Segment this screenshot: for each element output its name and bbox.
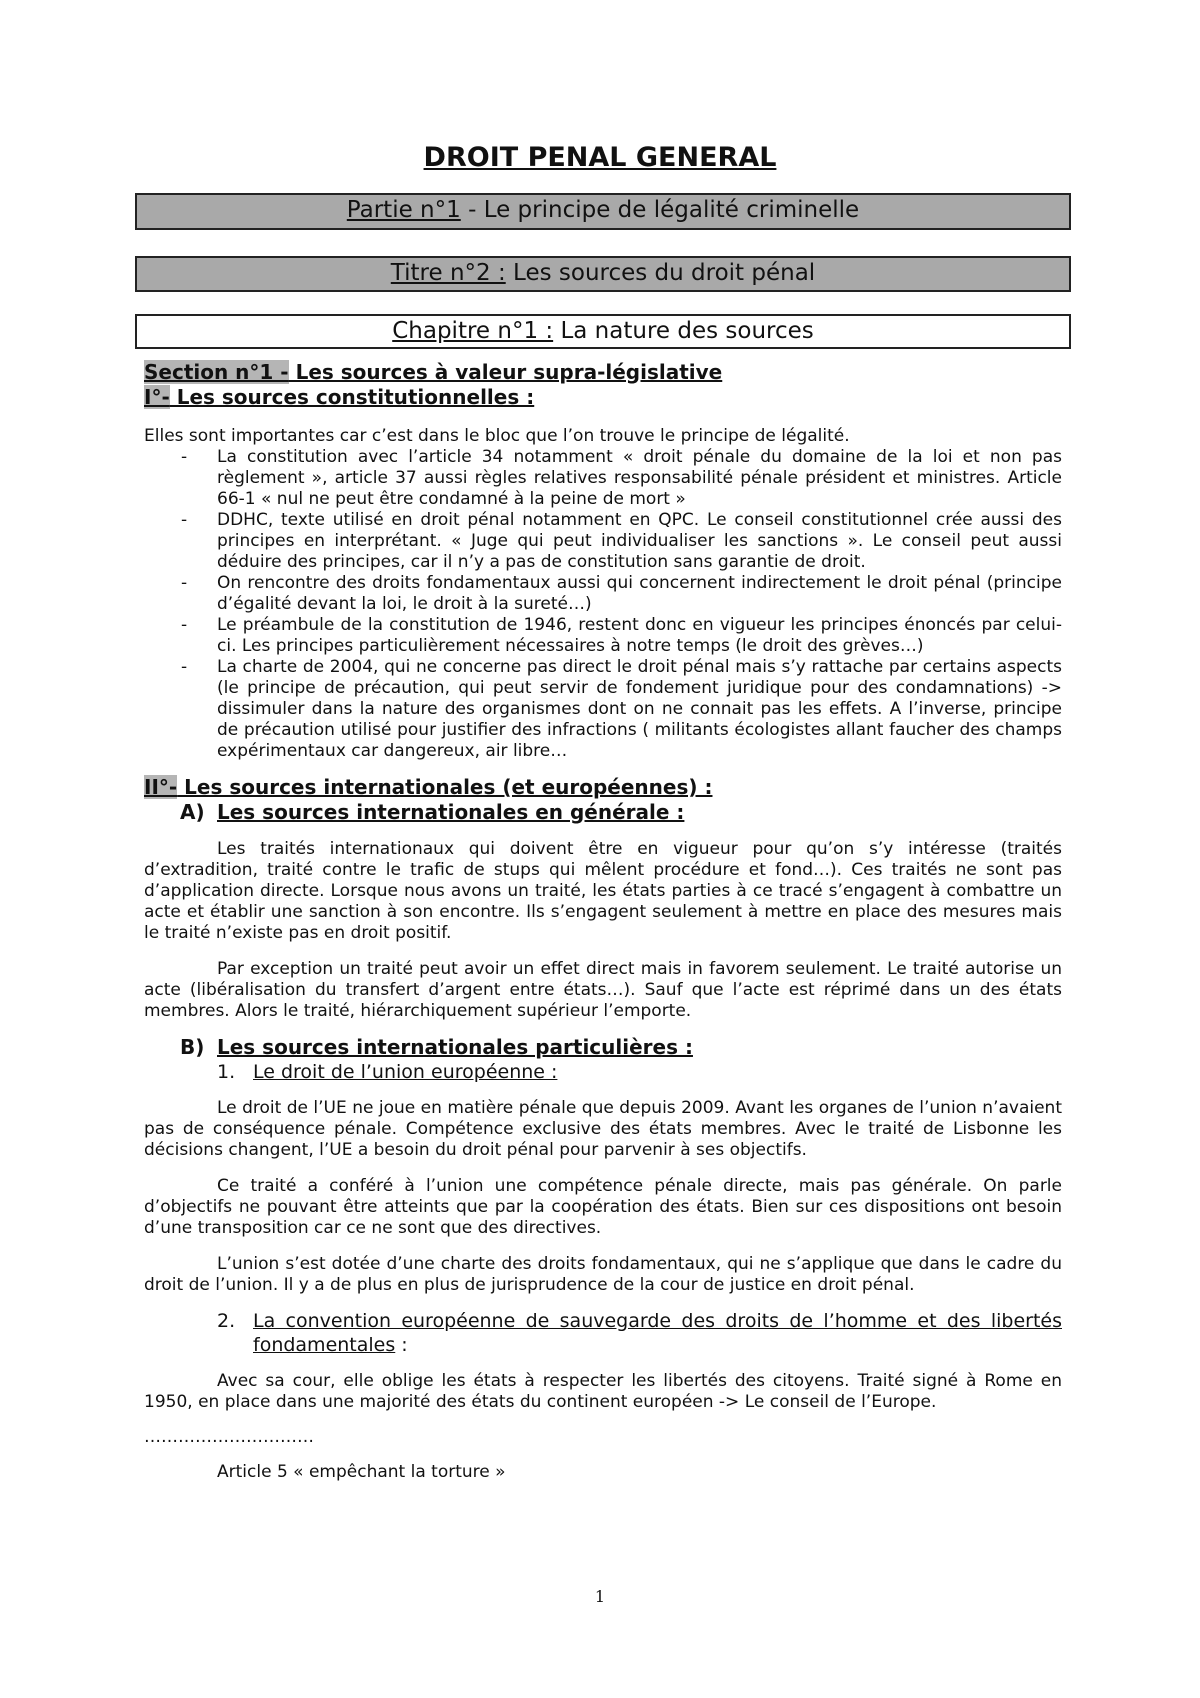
part1-text: Les sources constitutionnelles :	[169, 385, 535, 409]
paragraph: Par exception un traité peut avoir un effet direct mais in favorem seulement. Le traité autorise un acte (libéralisation du transfert d’argent entre états…). Sauf que l’acte est réprimé dans un des états membres. Alors le traité, hiérarchiquement supérieur l’emporte.	[144, 959, 1062, 1021]
partie-heading	[135, 193, 1071, 230]
part2-heading	[144, 775, 1062, 800]
subsection-a-heading	[144, 800, 1062, 825]
list-item: - La constitution avec l’article 34 notamment « droit pénale du domaine de la loi et non pas règlement », article 37 aussi règles relatives responsabilité pénale président et ministres. Article 66-1 « nul ne peut être condamné à la peine de mort »	[217, 447, 1062, 510]
sub1-marker: 1.	[217, 1061, 236, 1083]
titre-label: Titre n°2 :	[390, 260, 506, 286]
sub2-title: La convention européenne de sauvegarde des droits de l’homme et des libertés fondamentales	[253, 1310, 1062, 1356]
section-heading	[144, 360, 1062, 385]
article-line: Article 5 « empêchant la torture »	[217, 1462, 506, 1482]
sub2-heading	[144, 1309, 1062, 1357]
subsection-a-title: Les sources internationales en générale :	[217, 800, 685, 824]
page-number: 1	[594, 1587, 606, 1606]
partie-text: Le principe de légalité criminelle	[483, 197, 860, 223]
subsection-b-title: Les sources internationales particulières :	[217, 1035, 693, 1059]
sub1-title: Le droit de l’union européenne :	[253, 1061, 558, 1083]
paragraph: Avec sa cour, elle oblige les états à respecter les libertés des citoyens. Traité signé à Rome en 1950, en place dans une majorité des états du continent européen -> Le conseil de l’Europe.	[144, 1371, 1062, 1412]
sub1-heading	[144, 1060, 1062, 1084]
part1-intro: Elles sont importantes car c’est dans le bloc que l’on trouve le principe de légalité.	[144, 426, 850, 446]
paragraph: Le droit de l’UE ne joue en matière pénale que depuis 2009. Avant les organes de l’union n’avaient pas de conséquence pénale. Compétence exclusive des états membres. Avec le traité de Lisbonne les décisions changent, l’UE a besoin du droit pénal pour parvenir à ses objectifs.	[144, 1098, 1062, 1160]
chapitre-label: Chapitre n°1 :	[392, 318, 554, 344]
paragraph: Les traités internationaux qui doivent être en vigueur pour qu’on s’y intéresse (traités d’extradition, traité contre le trafic de stups qui mêlent procédure et fond…). Ces traités ne sont pas d’application directe. Lorsque nous avons un traité, les états parties à ce tracé s’engagent à combattre un acte et établir une sanction à son encontre. Ils s’engagent seulement à mettre en place des mesures mais le traité n’existe pas en droit positif.	[144, 839, 1062, 943]
sub2-marker: 2.	[217, 1310, 236, 1332]
paragraph: Ce traité a conféré à l’union une compétence pénale directe, mais pas générale. On parle d’objectifs ne pouvant être atteints que par la coopération des états. Bien sur ces dispositions ont besoin d’une transposition car ce ne sont que des directives.	[144, 1176, 1062, 1238]
subsection-b-heading	[144, 1035, 1062, 1060]
list-item: - DDHC, texte utilisé en droit pénal notamment en QPC. Le conseil constitutionnel crée aussi des principes en interprétant. « Juge qui peut individualiser les sanctions ». Le conseil peut aussi déduire des principes, car il n’y a pas de constitution sans garantie de droit.	[217, 510, 1062, 573]
list-item: - On rencontre des droits fondamentaux aussi qui concernent indirectement le droit pénal (principe d’égalité devant la loi, le droit à la sureté…)	[217, 573, 1062, 615]
partie-sep: -	[460, 197, 484, 223]
chapitre-text: La nature des sources	[553, 318, 814, 344]
part1-label: I°-	[144, 385, 170, 409]
document-body	[144, 360, 1062, 1483]
part1-heading	[144, 385, 1062, 410]
paragraph: L’union s’est dotée d’une charte des droits fondamentaux, qui ne s’applique que dans le cadre du droit de l’union. Il y a de plus en plus de jurisprudence de la cour de justice en droit pénal.	[144, 1254, 1062, 1295]
subsection-b-marker: B)	[180, 1035, 205, 1059]
list-item: - Le préambule de la constitution de 1946, restent donc en vigueur les principes énoncés par celui- ci. Les principes particulièrement nécessaires à notre temps (le droit des grèves…)	[217, 615, 1062, 657]
list-item: - La charte de 2004, qui ne concerne pas direct le droit pénal mais s’y rattache par certains aspects (le principe de précaution, qui peut servir de fondement juridique pour des condamnations) -> dissimuler dans la nature des organismes dont on ne connait pas les effets. A l’inverse, principe de précaution utilisé pour justifier des infractions ( militants écologistes allant faucher des champs expérimentaux car dangereux, air libre…	[217, 657, 1062, 762]
titre-text: Les sources du droit pénal	[505, 260, 816, 286]
partie-label: Partie n°1	[346, 197, 461, 223]
titre-heading	[135, 256, 1071, 292]
document-title: DROIT PENAL GENERAL	[423, 142, 777, 173]
part2-text: Les sources internationales (et européennes) :	[177, 775, 713, 799]
section-text: Les sources à valeur supra-législative	[288, 360, 723, 384]
sub2-colon: :	[395, 1334, 408, 1356]
part2-label: II°-	[144, 775, 178, 799]
chapitre-heading	[135, 314, 1071, 349]
subsection-a-marker: A)	[180, 800, 205, 824]
constitutional-sources-list	[144, 447, 1062, 762]
section-label: Section n°1 -	[144, 360, 289, 384]
dotted-separator: …………………………	[144, 1427, 314, 1447]
